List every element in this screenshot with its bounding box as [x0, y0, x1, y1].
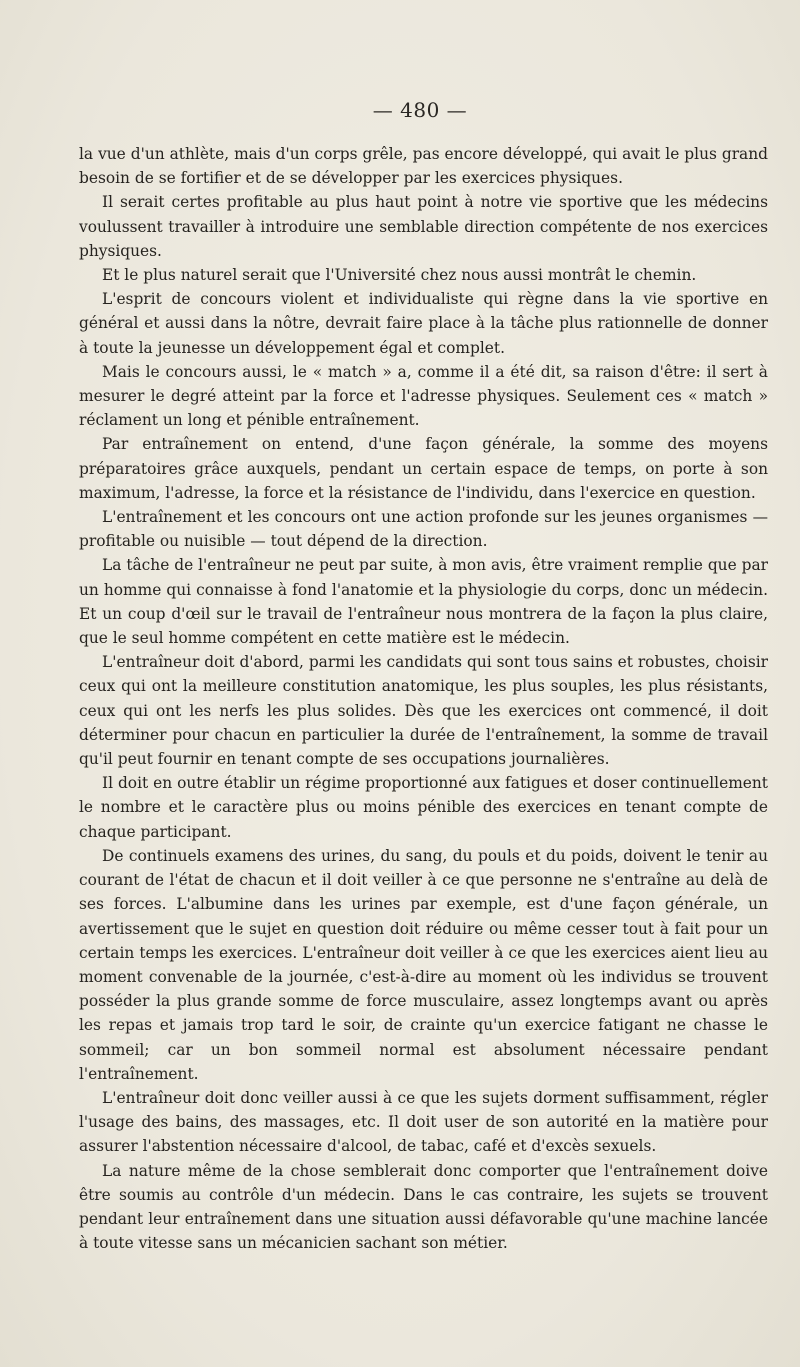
- paragraph-13: La nature même de la chose semblerait donc comporter que l'entraînement doive être soumis au contrôle d'un médecin. Dans le cas contraire, les sujets se trouvent pendant leur entraînement dans une situation aussi défavorable qu'une machine lancée à toute vitesse sans un mécanicien sachant son métier.: [79, 1161, 768, 1253]
- body-text: [79, 142, 768, 1255]
- paragraph-12: L'entraîneur doit donc veiller aussi à ce que les sujets dorment suffisamment, régler l'usage des bains, des massages, etc. Il doit user de son autorité en la matière pour assurer l'abstention nécessaire d'alcool, de tabac, café et d'excès sexuels.: [79, 1088, 768, 1156]
- paragraph-4: L'esprit de concours violent et individualiste qui règne dans la vie sportive en général et aussi dans la nôtre, devrait faire place à la tâche plus rationnelle de donner à toute la jeunesse un développement égal et complet.: [79, 290, 768, 357]
- paragraph-11: De continuels examens des urines, du sang, du pouls et du poids, doivent le tenir au courant de l'état de chacun et il doit veiller à ce que personne ne s'entraîne au delà de ses forces. L'albumine dans les urines par exemple, est d'une façon générale, un avertissement que le sujet en question doit réduire ou même cesser tout à fait pour un certain temps les exercices. L'entraîneur doit veiller à ce que les exercices aient lieu au moment convenable de la journée, c'est-à-dire au moment où les individus se trouvent posséder la plus grande somme de force musculaire, assez longtemps avant ou après les repas et jamais trop tard le soir, de crainte qu'un exercice fatigant ne chasse le sommeil; car un bon sommeil normal est absolument nécessaire pendant l'entraînement.: [79, 846, 768, 1083]
- paragraph-6: Par entraînement on entend, d'une façon générale, la somme des moyens préparatoires grâce auxquels, pendant un certain espace de temps, on porte à son maximum, l'adresse, la force et la résistance de l'individu, dans l'exercice en question.: [79, 435, 768, 502]
- paragraph-2: Il serait certes profitable au plus haut point à notre vie sportive que les médecins voulussent travailler à introduire une semblable direction compétente de nos exercices physiques.: [79, 193, 768, 260]
- paragraph-10: Il doit en outre établir un régime proportionné aux fatigues et doser continuellement le nombre et le caractère plus ou moins pénible des exercices en tenant compte de chaque participant.: [79, 774, 768, 841]
- paragraph-7: L'entraînement et les concours ont une action profonde sur les jeunes organismes — profitable ou nuisible — tout dépend de la direction.: [79, 508, 768, 551]
- paragraph-3: Et le plus naturel serait que l'Université chez nous aussi montrât le chemin.: [102, 266, 697, 285]
- paragraph-1: la vue d'un athlète, mais d'un corps grêle, pas encore développé, qui avait le plus grand besoin de se fortifier et de se développer par les exercices physiques.: [79, 145, 768, 188]
- page-number: — 480 —: [372, 98, 468, 122]
- paragraph-8: La tâche de l'entraîneur ne peut par suite, à mon avis, être vraiment remplie que par un homme qui connaisse à fond l'anatomie et la physiologie du corps, donc un médecin. Et un coup d'œil sur le travail de l'entraîneur nous montrera de la façon la plus claire, que le seul homme compétent en cette matière est le médecin.: [79, 556, 768, 648]
- paragraph-9: L'entraîneur doit d'abord, parmi les candidats qui sont tous sains et robustes, choisir ceux qui ont la meilleure constitution anatomique, les plus souples, les plus résistants, ceux qui ont les nerfs les plus solides. Dès que les exercices ont commencé, il doit déterminer pour chacun en particulier la durée de l'entraînement, la somme de travail qu'il peut fournir en tenant compte de ses occupations journalières.: [79, 653, 768, 769]
- paragraph-5: Mais le concours aussi, le « match » a, comme il a été dit, sa raison d'être: il sert à mesurer le degré atteint par la force et l'adresse physiques. Seulement ces « match » réclament un long et pénible entraînement.: [79, 362, 768, 430]
